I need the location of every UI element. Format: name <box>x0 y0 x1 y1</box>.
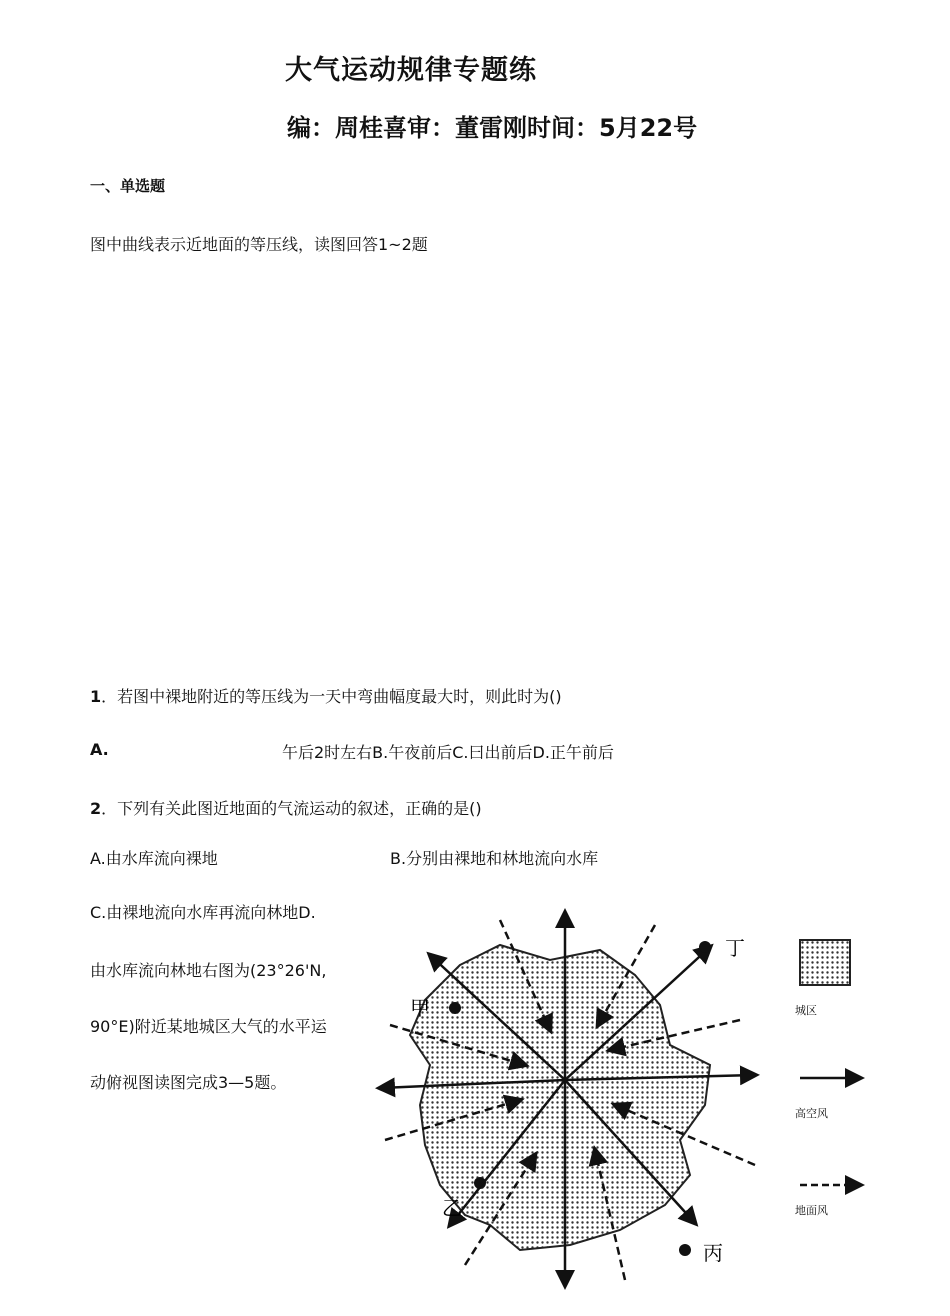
map-legend <box>790 930 880 1230</box>
location-jia-label: 甲 <box>410 996 430 1020</box>
isobar-figure-placeholder <box>90 265 870 665</box>
section-heading: 一、单选题 <box>90 177 166 195</box>
question-1-options: 午后2时左右B.午夜前后C.曰出前后D.正午前后 <box>282 743 614 762</box>
legend-high-label: 高空风 <box>795 1107 828 1120</box>
question-1-number: 1 <box>90 687 102 706</box>
location-yi-dot <box>474 1177 486 1189</box>
question-2-stem: ．下列有关此图近地面的气流运动的叙述，正确的是() <box>101 799 482 818</box>
question-2-option-d: 由水库流向林地右图为(23°26'N, <box>90 961 327 980</box>
location-jia-dot <box>449 1002 461 1014</box>
location-ding-dot <box>699 941 711 953</box>
location-bing-dot <box>679 1244 691 1256</box>
question-1 <box>90 684 562 707</box>
city-wind-map <box>370 905 770 1290</box>
question-2-number: 2 <box>90 799 102 818</box>
question-2-option-b: B.分别由裸地和林地流向水库 <box>390 849 599 868</box>
question-1-stem: ．若图中裸地附近的等压线为一天中弯曲幅度最大时，则此时为() <box>101 687 562 706</box>
location-bing-label: 丙 <box>703 1241 723 1265</box>
page-title: 大气运动规律专题练 <box>285 55 537 86</box>
question-2 <box>90 796 482 819</box>
location-ding-label: 丁 <box>725 936 745 960</box>
legend-city-swatch <box>800 940 850 985</box>
page-subtitle: 编：周桂喜审：董雷刚时间：5月22号 <box>287 114 698 142</box>
map-intro-line-1: 90°E)附近某地城区大气的水平运 <box>90 1017 327 1036</box>
map-intro-line-2: 动俯视图读图完成3—5题。 <box>90 1073 287 1092</box>
location-yi-label: 乙 <box>442 1196 462 1220</box>
question-2-option-c: C.由裸地流向水库再流向林地D. <box>90 903 316 922</box>
question-1-option-a-label: A. <box>90 740 109 759</box>
legend-city-label: 城区 <box>795 1004 817 1017</box>
legend-low-label: 地面风 <box>795 1204 828 1217</box>
question-2-option-a: A.由水库流向裸地 <box>90 849 218 868</box>
intro-text: 图中曲线表示近地面的等压线，读图回答1~2题 <box>90 235 428 254</box>
